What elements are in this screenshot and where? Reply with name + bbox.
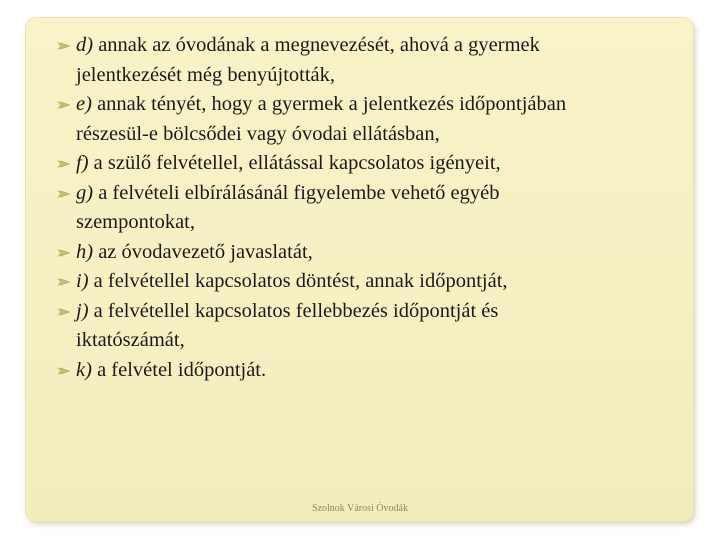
item-text: a felvételi elbírálásánál figyelembe vehető egyéb — [93, 181, 500, 204]
list-item — [56, 90, 676, 149]
item-text: a felvétellel kapcsolatos döntést, annak időpontját, — [88, 270, 508, 292]
arrow-bullet-icon — [56, 247, 70, 259]
item-letter: d) — [76, 34, 94, 56]
item-letter: e) — [76, 93, 92, 115]
item-letter: h) — [76, 240, 94, 263]
item-text: a felvétellel kapcsolatos fellebbezés időpontját és — [88, 299, 499, 322]
arrow-bullet-icon — [56, 158, 70, 170]
list-item — [56, 238, 676, 268]
list-item — [56, 179, 676, 238]
arrow-bullet-icon — [56, 99, 70, 111]
item-letter: k) — [76, 358, 92, 381]
item-text-continued: iktatószámát, — [76, 329, 185, 351]
arrow-bullet-icon — [56, 306, 70, 318]
item-text: annak az óvodának a megnevezését, ahová a gyermek — [93, 34, 540, 56]
item-letter: i) — [76, 270, 89, 292]
item-letter: f) — [76, 152, 89, 174]
arrow-bullet-icon — [56, 365, 70, 377]
list-item — [56, 356, 676, 386]
item-text: a szülő felvétellel, ellátással kapcsolatos igényeit, — [88, 152, 501, 174]
arrow-bullet-icon — [56, 188, 70, 200]
list-item — [56, 31, 676, 90]
bullet-list — [56, 31, 676, 385]
list-item — [56, 267, 676, 297]
item-letter: g) — [76, 181, 94, 204]
item-text-continued: részesül-e bölcsődei vagy óvodai ellátásban, — [76, 122, 440, 145]
item-text: az óvodavezető javaslatát, — [93, 240, 313, 263]
item-text: annak tényét, hogy a gyermek a jelentkezés időpontjában — [91, 93, 567, 115]
list-item — [56, 297, 676, 356]
item-text-continued: jelentkezését még benyújtották, — [76, 63, 336, 86]
arrow-bullet-icon — [56, 40, 70, 52]
item-text: a felvétel időpontját. — [91, 358, 267, 381]
item-text-continued: szempontokat, — [76, 211, 195, 233]
arrow-bullet-icon — [56, 276, 70, 288]
footer-text: Szolnok Városi Óvodák — [312, 503, 408, 514]
list-item — [56, 149, 676, 179]
item-letter: j) — [76, 299, 89, 322]
